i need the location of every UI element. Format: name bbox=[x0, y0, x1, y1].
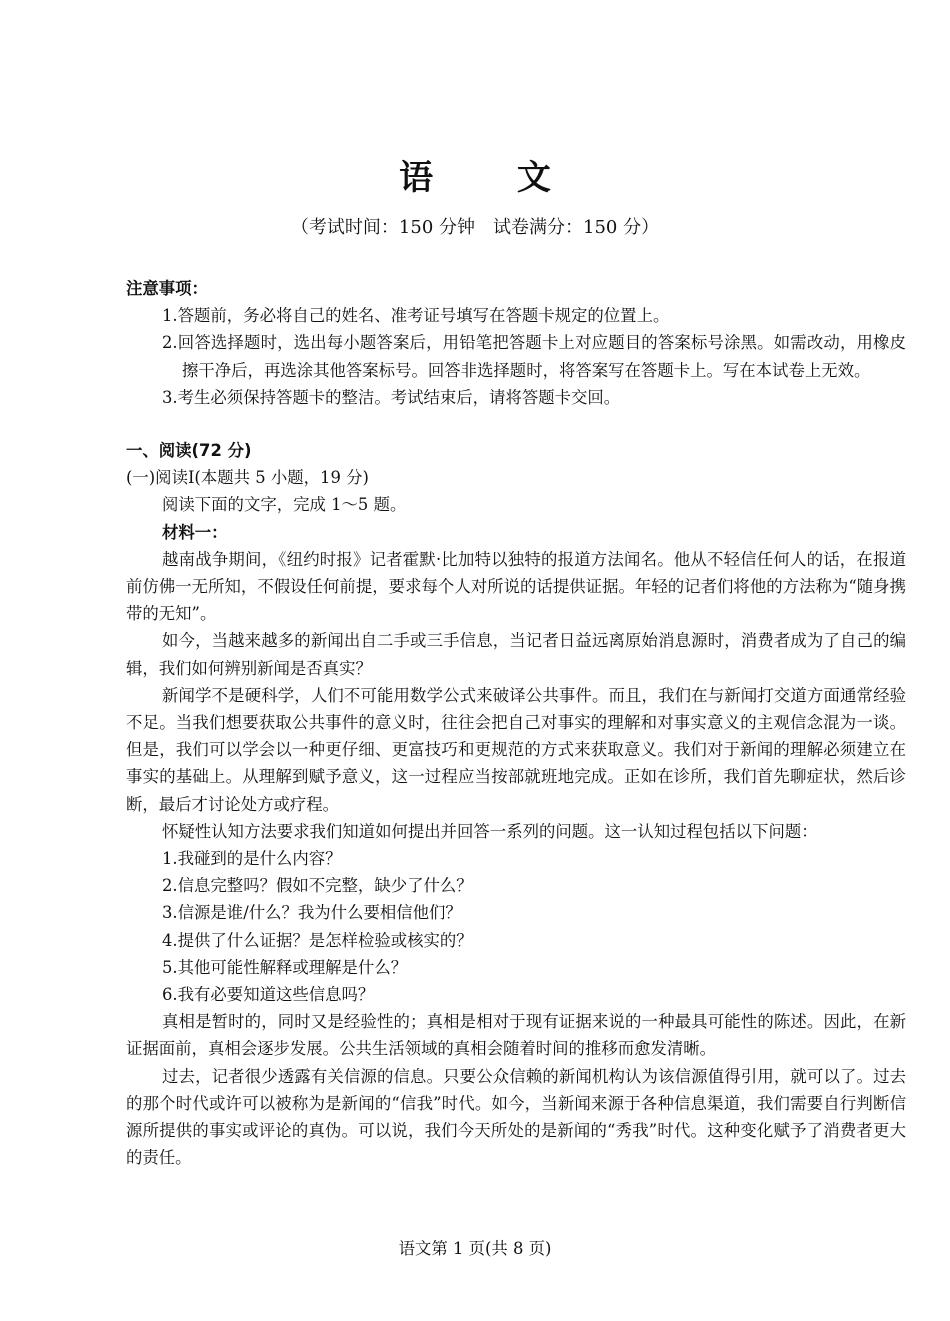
page-content bbox=[126, 275, 906, 1172]
question-item: 5.其他可能性解释或理解是什么？ bbox=[162, 957, 408, 977]
passage-paragraph: 真相是暂时的，同时又是经验性的；真相是相对于现有证据来说的一种最具可能性的陈述。因此，在新证据面前，真相会逐步发展。公共生活领域的真相会随着时间的推移而愈发清晰。 bbox=[126, 1012, 906, 1059]
page-footer: 语文第 1 页(共 8 页) bbox=[398, 1239, 552, 1258]
notice-item: 2.回答选择题时，选出每小题答案后，用铅笔把答题卡上对应题目的答案标号涂黑。如需改动，用橡皮擦干净后，再选涂其他答案标号。回答非选择题时，将答案写在答题卡上。写在本试卷上无效。 bbox=[162, 333, 906, 380]
passage-paragraph: 过去，记者很少透露有关信源的信息。只要公众信赖的新闻机构认为该信源值得引用，就可以了。过去的那个时代或许可以被称为是新闻的“信我”时代。如今，当新闻来源于各种信息渠道，我们需要自行判断信源所提供的事实或评论的真伪。可以说，我们今天所处的是新闻的“秀我”时代。这种变化赋予了消费者更大的责任。 bbox=[126, 1066, 906, 1168]
question-item: 3.信源是谁/什么？我为什么要相信他们？ bbox=[162, 903, 462, 923]
page-title: 语 文 bbox=[399, 158, 587, 198]
section-heading: 一、阅读(72 分) bbox=[126, 441, 252, 461]
material-label: 材料一： bbox=[162, 522, 228, 542]
passage-paragraph: 越南战争期间，《纽约时报》记者霍默·比加特以独特的报道方法闻名。他从不轻信任何人的话，在报道前仿佛一无所知，不假设任何前提，要求每个人对所说的话提供证据。年轻的记者们将他的方法称为“随身携带的无知”。 bbox=[126, 549, 906, 624]
passage-paragraph: 新闻学不是硬科学，人们不可能用数学公式来破译公共事件。而且，我们在与新闻打交道方面通常经验不足。当我们想要获取公共事件的意义时，往往会把自己对事实的理解和对事实意义的主观信念混为一谈。但是，我们可以学会以一种更仔细、更富技巧和更规范的方式来获取意义。我们对于新闻的理解必须建立在事实的基础上。从理解到赋予意义，这一过程应当按部就班地完成。正如在诊所，我们首先聊症状，然后诊断，最后才讨论处方或疗程。 bbox=[126, 685, 906, 814]
notice-item: 1.答题前，务必将自己的姓名、准考证号填写在答题卡规定的位置上。 bbox=[162, 306, 670, 326]
passage-paragraph: 怀疑性认知方法要求我们知道如何提出并回答一系列的问题。这一认知过程包括以下问题： bbox=[162, 821, 818, 841]
instruction-text: 阅读下面的文字，完成 1～5 题。 bbox=[162, 495, 407, 515]
exam-info: （考试时间：150 分钟 试卷满分：150 分） bbox=[290, 217, 660, 238]
notice-item: 3.考生必须保持答题卡的整洁。考试结束后，请将答题卡交回。 bbox=[162, 387, 621, 407]
section-subheading: (一)阅读Ⅰ(本题共 5 小题，19 分) bbox=[126, 468, 369, 488]
passage-paragraph: 如今，当越来越多的新闻出自二手或三手信息，当记者日益远离原始消息源时，消费者成为了自己的编辑，我们如何辨别新闻是否真实？ bbox=[126, 631, 906, 678]
question-item: 1.我碰到的是什么内容？ bbox=[162, 849, 342, 869]
question-item: 6.我有必要知道这些信息吗？ bbox=[162, 985, 375, 1005]
question-item: 4.提供了什么证据？是怎样检验或核实的？ bbox=[162, 930, 473, 950]
question-item: 2.信息完整吗？假如不完整，缺少了什么？ bbox=[162, 876, 473, 896]
notice-heading: 注意事项： bbox=[126, 279, 208, 298]
